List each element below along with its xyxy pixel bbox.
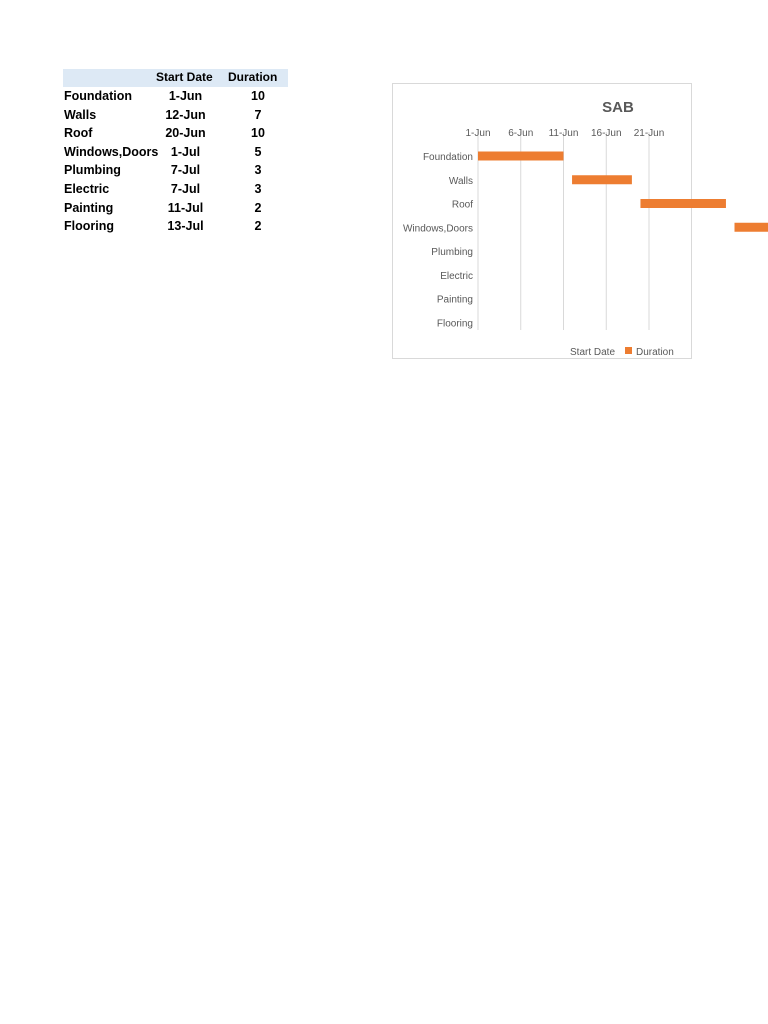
cell-duration[interactable]: 10 [251, 89, 265, 103]
category-label: Roof [451, 199, 473, 211]
duration-bar [572, 175, 632, 184]
table-row [63, 124, 288, 143]
legend-entry-duration: Duration [636, 347, 674, 358]
category-label: Plumbing [431, 247, 473, 258]
x-tick-label: 6-Jun [508, 128, 534, 139]
x-tick-label: 21-Jun [633, 128, 665, 139]
duration-bar [640, 199, 726, 208]
table-row [63, 180, 288, 199]
table-row [63, 199, 288, 218]
header-duration[interactable]: Duration [228, 70, 278, 84]
cell-start[interactable]: 20-Jun [165, 126, 206, 141]
cell-duration[interactable]: 5 [254, 144, 262, 159]
cell-duration[interactable]: 7 [254, 107, 262, 122]
data-table [63, 69, 288, 236]
chart-canvas [392, 83, 674, 360]
cell-duration[interactable]: 3 [254, 163, 262, 178]
cell-start[interactable]: 1-Jul [170, 144, 201, 159]
table-row [63, 87, 288, 106]
table-row [63, 161, 288, 180]
cell-start[interactable]: 7-Jul [170, 181, 201, 196]
x-tick-label: 11-Jun [548, 128, 579, 139]
category-label: Painting [436, 294, 473, 306]
cell-duration[interactable]: 2 [254, 200, 262, 215]
table-row [63, 217, 288, 236]
cell-task[interactable]: Roof [64, 126, 93, 141]
table-row [63, 106, 288, 125]
legend-swatch-duration [625, 347, 632, 354]
cell-task[interactable]: Flooring [64, 219, 114, 234]
table-row [63, 143, 288, 162]
cell-start[interactable]: 12-Jun [165, 107, 206, 122]
cell-task[interactable]: Walls [64, 107, 97, 122]
category-label: Electric [440, 270, 473, 282]
cell-task[interactable]: Electric [64, 181, 110, 196]
category-label: Walls [448, 175, 473, 187]
cell-start[interactable]: 13-Jul [167, 219, 204, 234]
cell-task[interactable]: Windows,Doors [64, 144, 159, 159]
cell-start[interactable]: 7-Jul [170, 163, 201, 178]
category-label: Windows,Doors [402, 223, 473, 235]
cell-task[interactable]: Painting [64, 200, 114, 215]
legend-entry-start-date: Start Date [570, 347, 616, 358]
gantt-chart[interactable] [392, 83, 674, 360]
chart-title: SAB [602, 99, 634, 116]
cell-duration[interactable]: 10 [251, 126, 265, 141]
category-label: Flooring [436, 318, 473, 330]
category-label: Foundation [422, 152, 473, 163]
cell-duration[interactable]: 2 [254, 219, 262, 234]
cell-task[interactable]: Foundation [64, 89, 133, 103]
cell-duration[interactable]: 3 [254, 181, 262, 196]
cell-task[interactable]: Plumbing [64, 163, 121, 178]
x-tick-label: 1-Jun [465, 128, 491, 139]
cell-start[interactable]: 11-Jul [167, 200, 204, 215]
duration-bar [478, 152, 564, 161]
cell-start[interactable]: 1-Jun [168, 89, 203, 103]
table-header-row [63, 69, 288, 87]
x-tick-label: 16-Jun [590, 128, 622, 139]
header-start-date[interactable]: Start Date [156, 70, 213, 84]
duration-bar [735, 223, 768, 232]
